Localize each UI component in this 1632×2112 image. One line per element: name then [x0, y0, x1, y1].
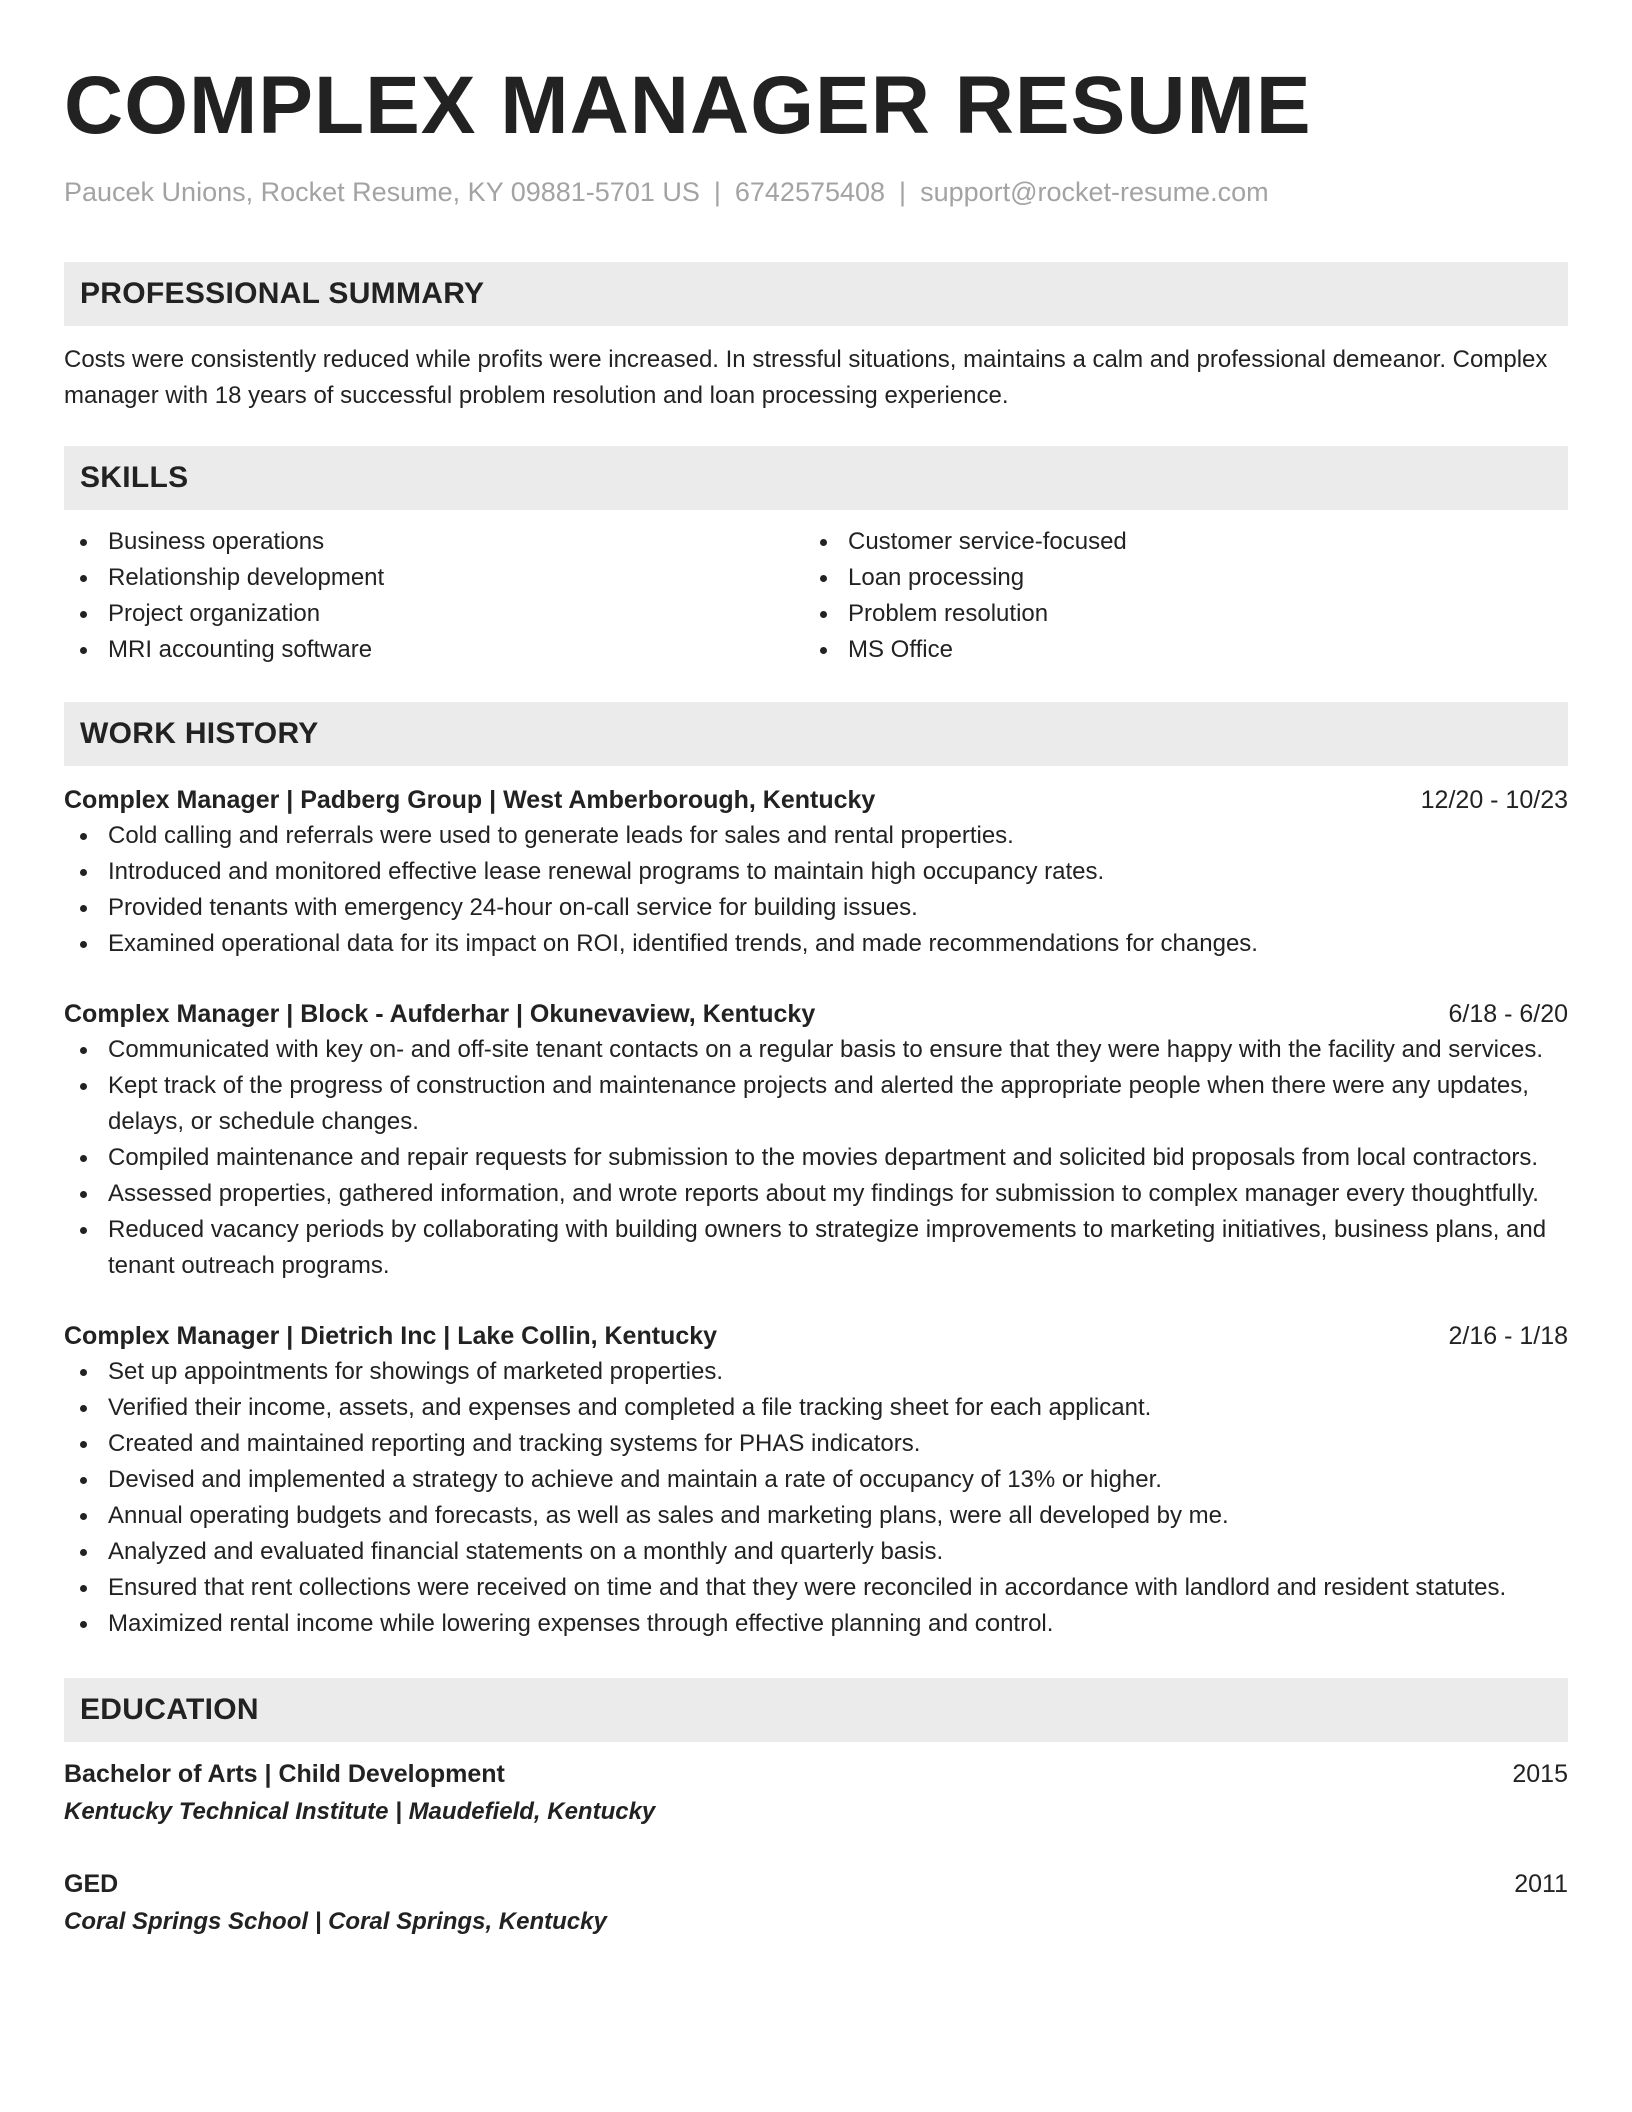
section-heading-skills: SKILLS [64, 446, 1568, 510]
skills-column-right [804, 524, 1544, 668]
education-header [64, 1756, 1568, 1792]
job-bullet: Set up appointments for showings of marketed properties. [64, 1354, 1568, 1390]
job-dates: 12/20 - 10/23 [1420, 786, 1568, 814]
job-entry [64, 996, 1568, 1284]
summary-text: Costs were consistently reduced while profits were increased. In stressful situations, maintains a calm and professional demeanor. Complex manager with 18 years of successful problem resolution and loan processing experience. [64, 346, 1548, 409]
job-bullet: Created and maintained reporting and tracking systems for PHAS indicators. [64, 1426, 1568, 1462]
skill-item: Loan processing [804, 560, 1544, 596]
section-heading-education: EDUCATION [64, 1678, 1568, 1742]
contact-email: support@rocket-resume.com [920, 177, 1269, 207]
skill-item: MRI accounting software [64, 632, 804, 668]
contact-phone: 6742575408 [734, 177, 886, 207]
job-bullet: Maximized rental income while lowering expenses through effective planning and control. [64, 1606, 1568, 1642]
contact-line [64, 174, 1568, 210]
education-school: Kentucky Technical Institute | Maudefield, Kentucky [64, 1798, 656, 1825]
skill-item: MS Office [804, 632, 1544, 668]
job-bullet: Annual operating budgets and forecasts, as well as sales and marketing plans, were all developed by me. [64, 1498, 1568, 1534]
education-entry [64, 1756, 1568, 1830]
skill-item: Project organization [64, 596, 804, 632]
education-degree: Bachelor of Arts | Child Development [64, 1760, 505, 1788]
job-bullet: Cold calling and referrals were used to generate leads for sales and rental properties. [64, 818, 1568, 854]
contact-separator: | [899, 177, 907, 207]
job-bullet: Communicated with key on- and off-site tenant contacts on a regular basis to ensure that they were happy with the facility and services. [64, 1032, 1568, 1068]
section-heading-summary: PROFESSIONAL SUMMARY [64, 262, 1568, 326]
job-header [64, 1318, 1568, 1354]
job-bullet: Analyzed and evaluated financial statements on a monthly and quarterly basis. [64, 1534, 1568, 1570]
skills-column-left [64, 524, 804, 668]
job-entry [64, 1318, 1568, 1642]
job-title: Complex Manager | Padberg Group | West Amberborough, Kentucky [64, 786, 876, 814]
job-bullet: Reduced vacancy periods by collaborating with building owners to strategize improvements to marketing initiatives, business plans, and tenant outreach programs. [64, 1212, 1568, 1284]
job-header [64, 996, 1568, 1032]
job-bullet-list [64, 1354, 1568, 1642]
education-year: 2011 [1514, 1870, 1568, 1898]
section-heading-work-history: WORK HISTORY [64, 702, 1568, 766]
job-header [64, 782, 1568, 818]
job-bullet: Verified their income, assets, and expenses and completed a file tracking sheet for each applicant. [64, 1390, 1568, 1426]
job-bullet: Kept track of the progress of construction and maintenance projects and alerted the appropriate people when there were any updates, delays, or schedule changes. [64, 1068, 1568, 1140]
job-title: Complex Manager | Block - Aufderhar | Okunevaview, Kentucky [64, 1000, 816, 1028]
skill-item: Problem resolution [804, 596, 1544, 632]
skill-item: Customer service-focused [804, 524, 1544, 560]
job-bullet: Introduced and monitored effective lease renewal programs to maintain high occupancy rates. [64, 854, 1568, 890]
education-year: 2015 [1512, 1760, 1568, 1788]
job-bullet-list [64, 818, 1568, 962]
job-entry [64, 782, 1568, 962]
job-bullet: Devised and implemented a strategy to achieve and maintain a rate of occupancy of 13% or higher. [64, 1462, 1568, 1498]
contact-separator: | [713, 177, 721, 207]
job-bullet: Assessed properties, gathered information, and wrote reports about my findings for submission to complex manager every thoughtfully. [64, 1176, 1568, 1212]
skills-list [64, 524, 1568, 668]
resume-title: COMPLEX MANAGER RESUME [64, 60, 1312, 151]
job-bullet: Examined operational data for its impact on ROI, identified trends, and made recommendations for changes. [64, 926, 1568, 962]
education-degree: GED [64, 1870, 119, 1898]
job-bullet-list [64, 1032, 1568, 1284]
job-bullet: Provided tenants with emergency 24-hour on-call service for building issues. [64, 890, 1568, 926]
education-header [64, 1866, 1568, 1902]
education-entry [64, 1866, 1568, 1940]
job-dates: 2/16 - 1/18 [1448, 1322, 1568, 1350]
education-school: Coral Springs School | Coral Springs, Kentucky [64, 1908, 607, 1935]
job-bullet: Compiled maintenance and repair requests for submission to the movies department and solicited bid proposals from local contractors. [64, 1140, 1568, 1176]
skill-item: Relationship development [64, 560, 804, 596]
job-bullet: Ensured that rent collections were received on time and that they were reconciled in accordance with landlord and resident statutes. [64, 1570, 1568, 1606]
contact-address: Paucek Unions, Rocket Resume, KY 09881-5701 US [64, 177, 700, 207]
job-title: Complex Manager | Dietrich Inc | Lake Collin, Kentucky [64, 1322, 718, 1350]
skill-item: Business operations [64, 524, 804, 560]
job-dates: 6/18 - 6/20 [1448, 1000, 1568, 1028]
